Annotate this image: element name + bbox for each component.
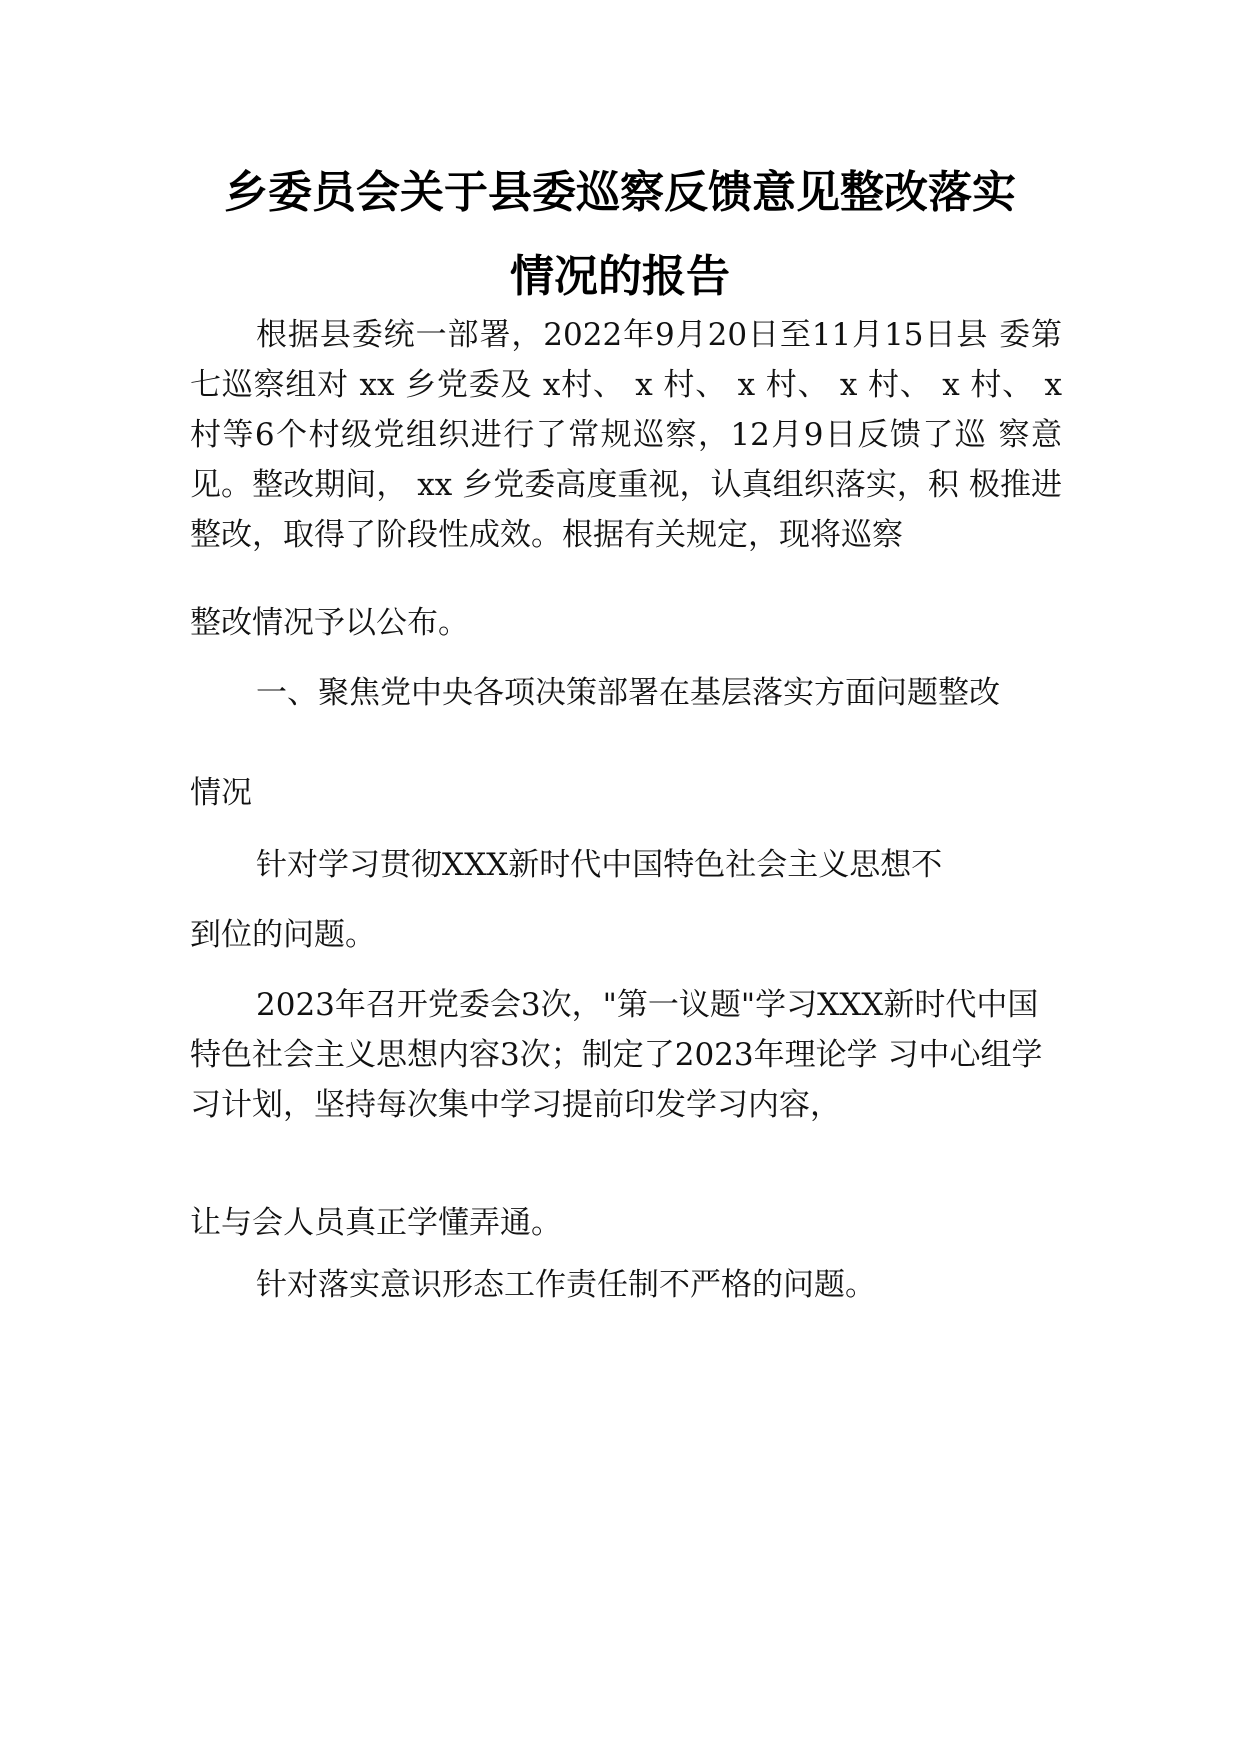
intro-paragraph: 根据县委统一部署，2022年9月20日至11月15日县 委第七巡察组对 xx 乡党委及 x村、 x 村、 x 村、 x 村、 x 村、 x村等6个村级党组织进行了常规巡察，12月9日反馈了巡 察意见。整改期间， xx 乡党委高度重视，认真组织落实，积 极推进整改，取得了阶段性成效。根据有关规定，现将巡察 [190,317,1062,553]
section-1-heading-continuation: 情况 [190,775,252,811]
section-1-heading: 一、聚焦党中央各项决策部署在基层落实方面问题整改 [256,675,1000,711]
item-2-heading: 针对落实意识形态工作责任制不严格的问题。 [256,1267,876,1303]
item-1-detail-paragraph: 2023年召开党委会3次，"第一议题"学习XXX新时代中国特色社会主义思想内容3次；制定了2023年理论学 习中心组学习计划，坚持每次集中学习提前印发学习内容， [190,987,1043,1123]
document-title-line-2: 情况的报告 [510,251,730,302]
item-1-detail-continuation: 让与会人员真正学懂弄通。 [190,1205,562,1241]
item-1-heading-continuation: 到位的问题。 [190,917,376,953]
document-title-line-1: 乡委员会关于县委巡察反馈意见整改落实 [224,167,1016,218]
item-1-heading: 针对学习贯彻XXX新时代中国特色社会主义思想不 [256,847,943,883]
intro-paragraph-continuation: 整改情况予以公布。 [190,605,469,641]
